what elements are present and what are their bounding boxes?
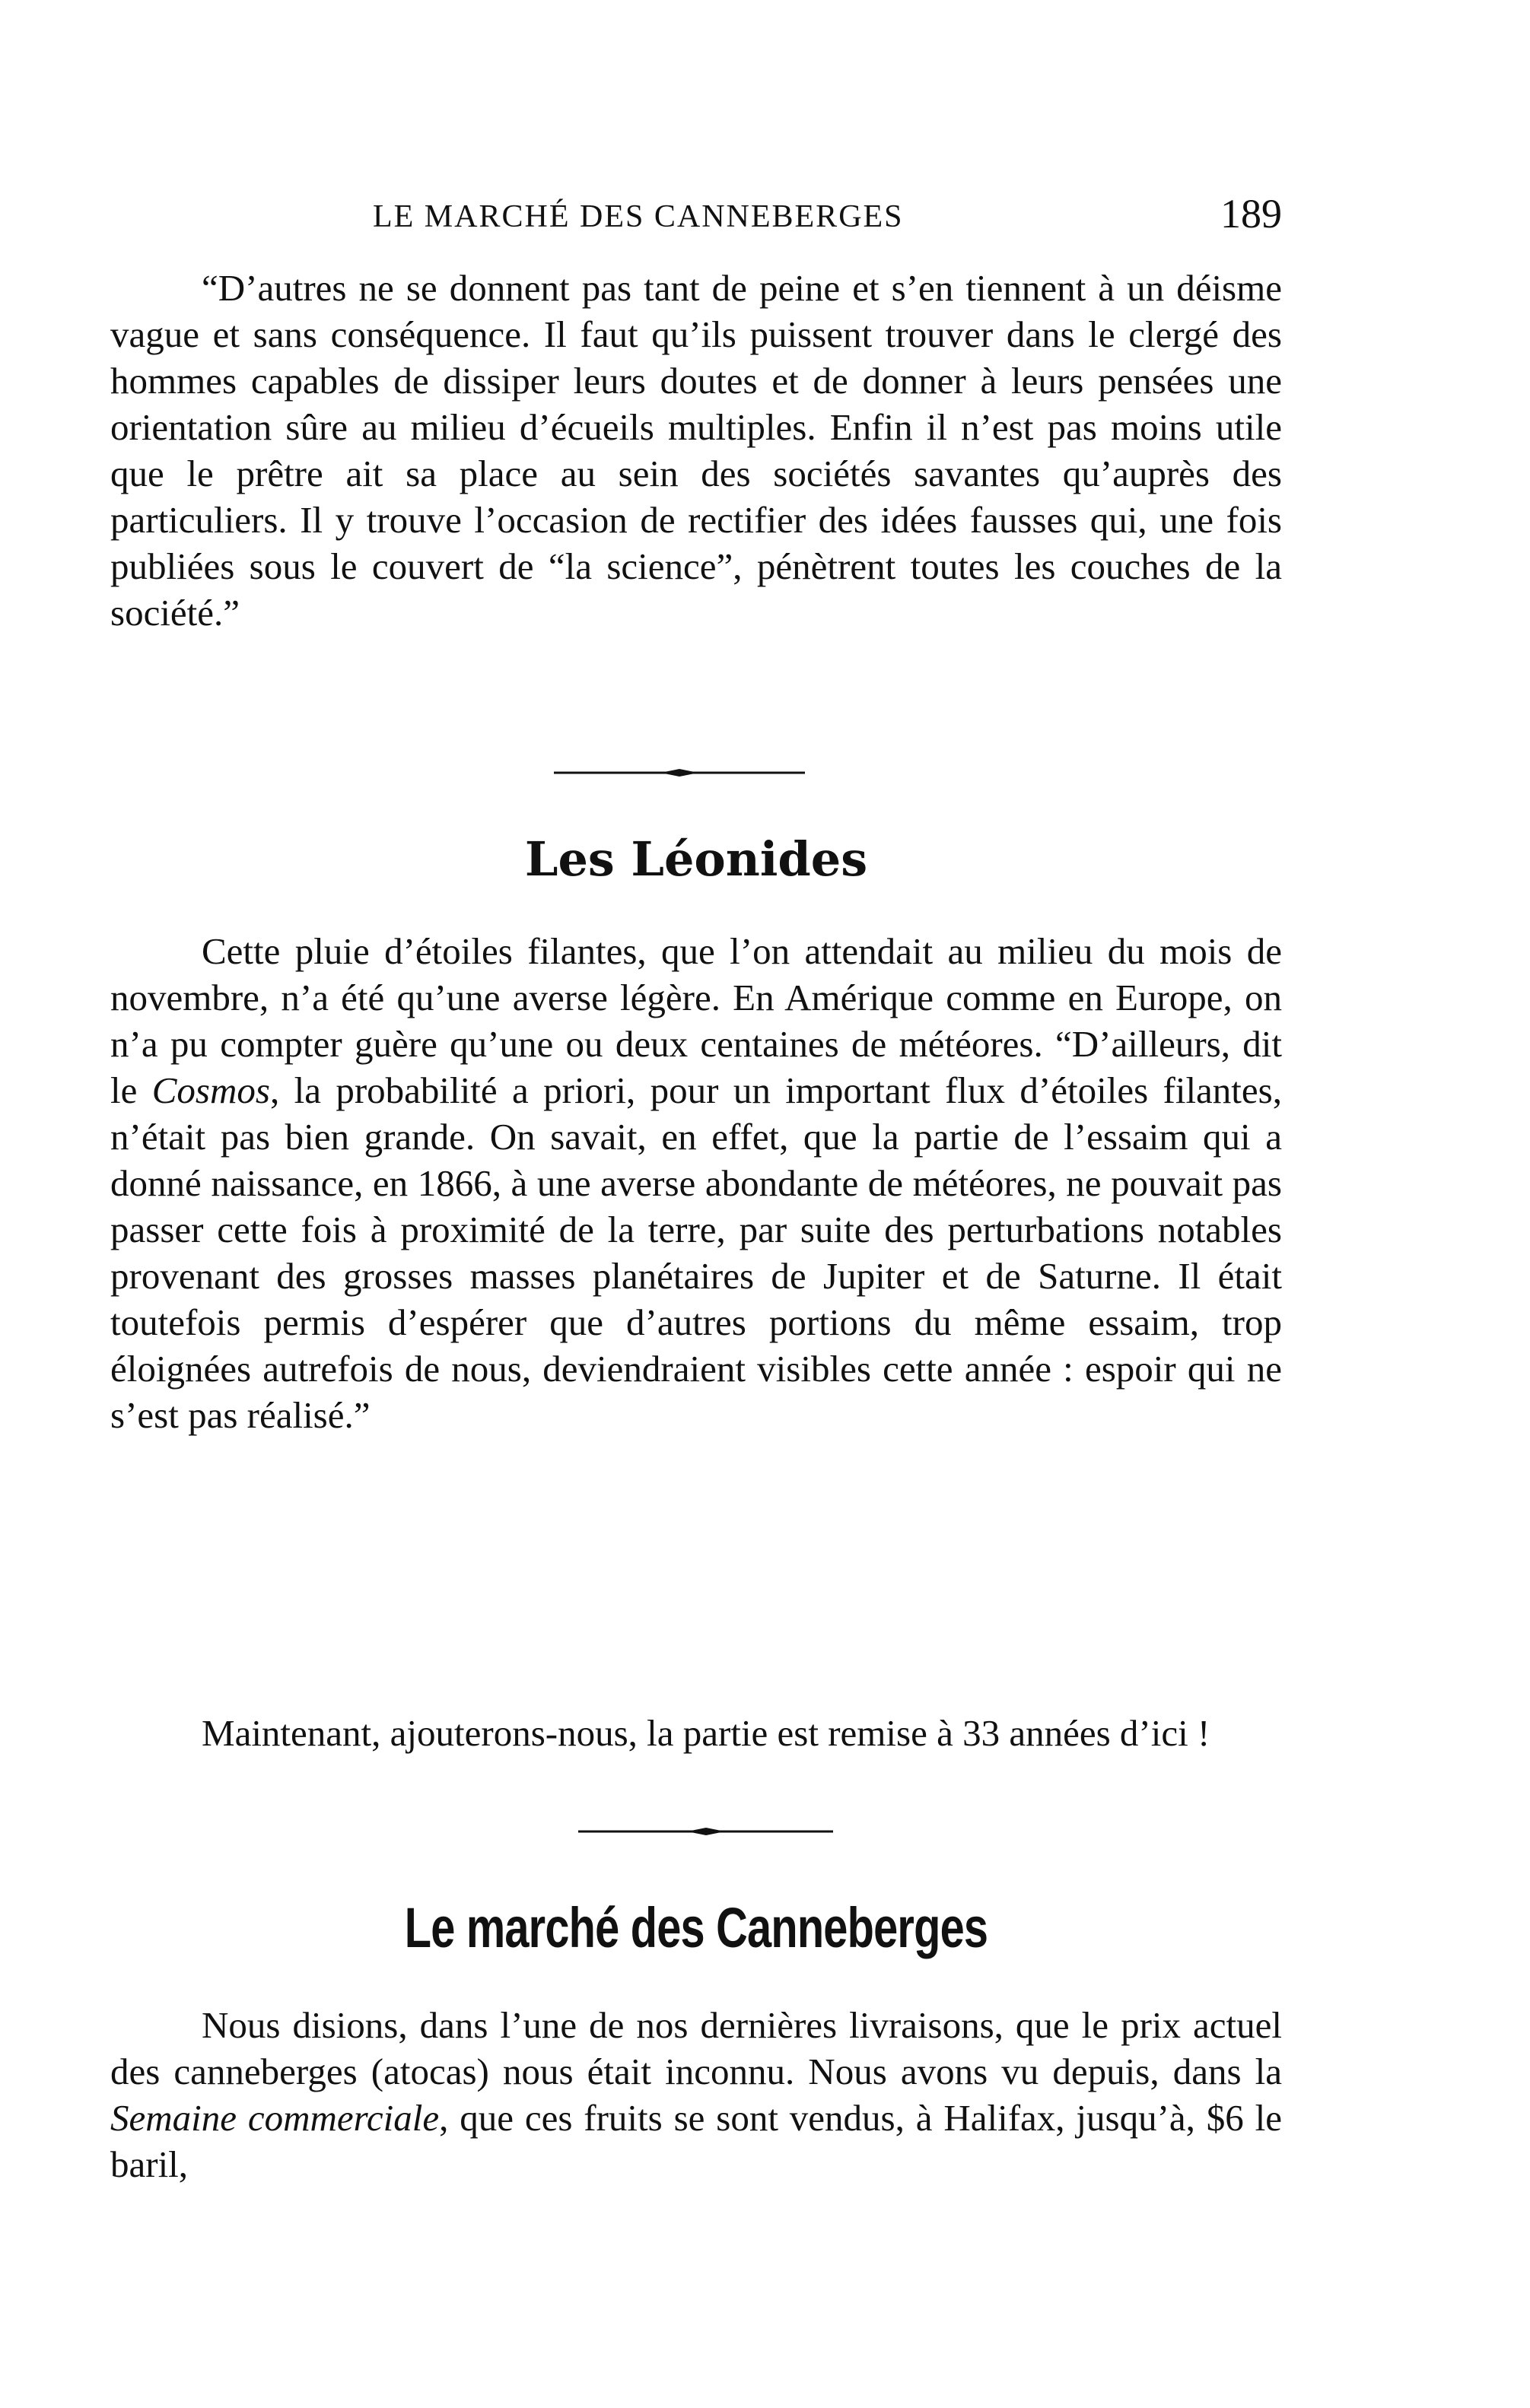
section-divider xyxy=(554,767,805,770)
text-after: , la probabilité a priori, pour un important flux d’étoiles filantes, n’était pas bien grande. On savait, en effet, que la partie de l’essaim qui a donné naissance, en 1866, à une averse abondante de météores, ne pouvait pas passer cette fois à proximité de la terre, par suite des perturbations notables provenant des grosses masses planétaires de Jupiter et de Saturne. Il était toutefois permis d’espérer que d’autres portions du même essaim, trop éloignées autrefois de nous, deviendraient visibles cette année : espoir qui ne s’est pas réalisé.” xyxy=(110,1069,1282,1436)
text-before: Nous disions, dans l’une de nos dernières livraisons, que le prix actuel des canneberges (atocas) nous était inconnu. Nous avons vu depuis, dans la xyxy=(110,2004,1282,2092)
italic-cosmos: Cosmos xyxy=(151,1069,270,1111)
paragraph-remise xyxy=(110,1710,1282,1756)
page-number: 189 xyxy=(1220,191,1282,237)
heading-canneberges: Le marché des Canneberges xyxy=(404,1896,988,1959)
italic-semaine-commerciale: Semaine commerciale xyxy=(110,2097,440,2139)
running-head xyxy=(110,190,1282,243)
paragraph-leonides xyxy=(110,928,1282,1438)
paragraph-text: Maintenant, ajouterons-nous, la partie est remise à 33 années d’ici ! xyxy=(202,1712,1210,1754)
paragraph-text xyxy=(110,2002,1282,2187)
running-title: LE MARCHÉ DES CANNEBERGES xyxy=(373,199,904,234)
divider-ornament xyxy=(578,1825,833,1838)
text-after: , que ces fruits se sont vendus, à Halifax, jusqu’à, $6 le baril, xyxy=(110,2097,1282,2185)
divider-ornament xyxy=(554,767,805,779)
paragraph-text: “D’autres ne se donnent pas tant de peine et s’en tiennent à un déisme vague et sans conséquence. Il faut qu’ils puissent trouver dans le clergé des hommes capables de dissiper leurs doutes et de donner à leurs pensées une orientation sûre au milieu d’écueils multiples. Enfin il n’est pas moins utile que le prêtre ait sa place au sein des sociétés savantes qu’auprès des particuliers. Il y trouve l’occasion de rectifier des idées fausses qui, une fois publiées sous le couvert de “la science”, pénètrent toutes les couches de la société.” xyxy=(110,267,1282,634)
section-divider xyxy=(578,1825,833,1828)
paragraph-canneberges xyxy=(110,2002,1282,2187)
heading-leonides: Les Léonides xyxy=(524,831,868,887)
text-before: Cette pluie d’étoiles filantes, que l’on attendait au milieu du mois de novembre, n’a été qu’une averse légère. En Amérique comme en Europe, on n’a pu compter guère qu’une ou deux centaines de météores. “D’ailleurs, dit le xyxy=(110,930,1282,1111)
paragraph-text xyxy=(110,928,1282,1438)
paragraph-deisme xyxy=(110,265,1282,636)
